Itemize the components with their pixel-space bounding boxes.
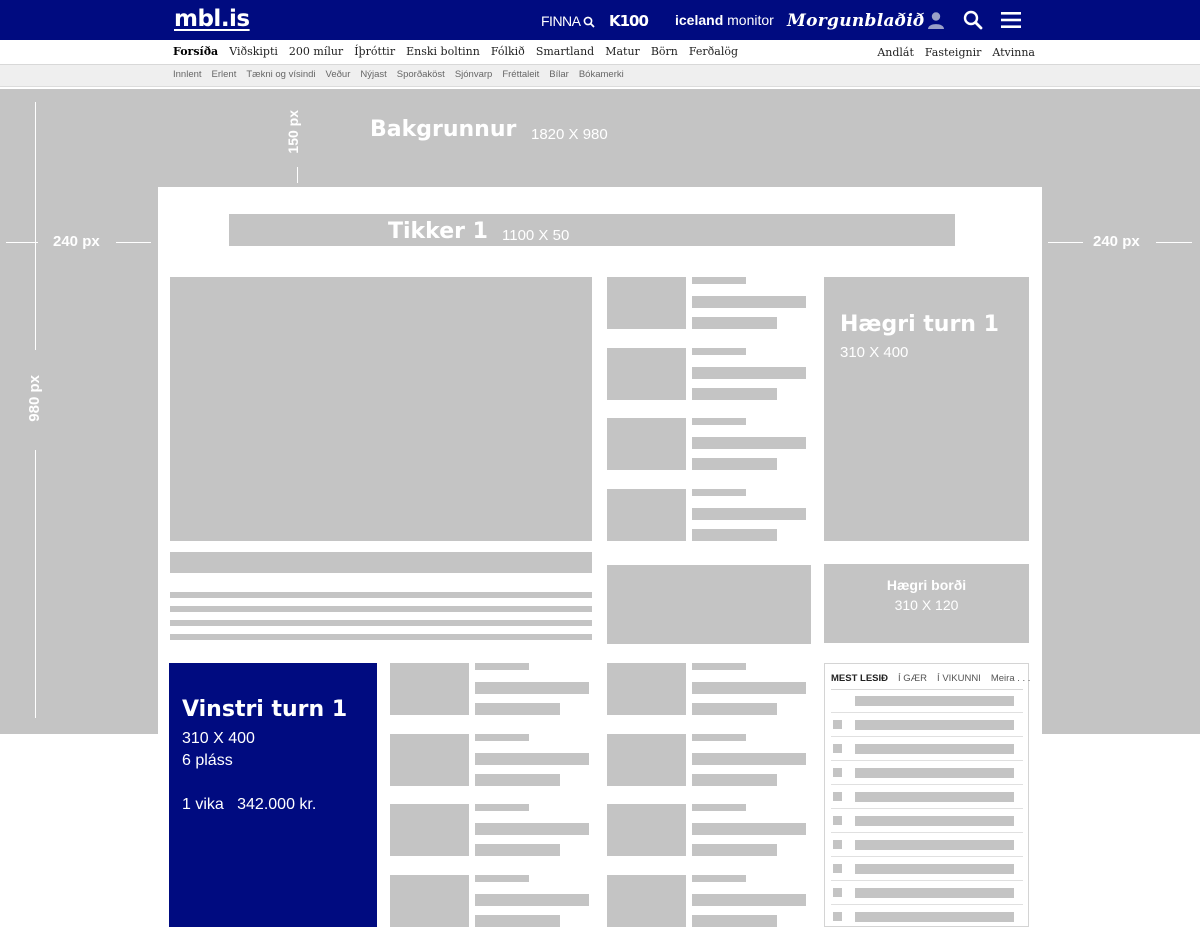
news-item-thumbnail[interactable] — [390, 804, 469, 856]
most-read-item-title — [855, 768, 1014, 778]
vinstri-turn-ad-slots: 6 pláss — [182, 752, 233, 769]
most-read-widget — [824, 663, 1029, 927]
monitor-label: monitor — [723, 12, 774, 28]
right-dimension-line-b — [1156, 242, 1192, 243]
most-read-item[interactable] — [831, 857, 1023, 881]
news-item-headline[interactable] — [692, 703, 777, 715]
subnav-item-nyjast[interactable]: Nýjast — [360, 69, 387, 80]
news-item-category — [692, 277, 746, 284]
nav-item-ithrottir[interactable]: Íþróttir — [354, 45, 396, 58]
subnav-item-bilar[interactable]: Bílar — [549, 69, 569, 80]
most-read-item-bullet — [833, 720, 842, 729]
tikker-ad[interactable] — [229, 214, 955, 246]
news-item-thumbnail[interactable] — [607, 418, 686, 470]
news-item-headline[interactable] — [692, 844, 777, 856]
vinstri-turn-ad[interactable] — [169, 663, 377, 927]
nav-item-200-milur[interactable]: 200 mílur — [288, 45, 344, 58]
main-story-text-line — [170, 606, 592, 612]
most-read-item-title — [855, 816, 1014, 826]
news-item-headline[interactable] — [692, 894, 806, 906]
user-icon[interactable] — [926, 10, 946, 30]
middle-banner-block[interactable] — [607, 565, 811, 644]
news-item-headline[interactable] — [475, 753, 589, 765]
vinstri-turn-ad-size: 310 X 400 — [182, 730, 255, 747]
most-read-item[interactable] — [831, 809, 1023, 833]
nav-item-enski-boltinn[interactable]: Enski boltinn — [406, 45, 480, 58]
finna-search-icon — [583, 15, 595, 31]
height-dimension-label: 980 px — [26, 375, 43, 422]
nav-item-andlat[interactable]: Andlát — [877, 46, 914, 59]
top-offset-label: 150 px — [285, 110, 301, 154]
news-item-headline[interactable] — [475, 703, 560, 715]
right-dimension-label: 240 px — [1093, 233, 1140, 250]
news-item-thumbnail[interactable] — [607, 663, 686, 715]
subnav-item-taekni[interactable]: Tækni og vísindi — [246, 69, 316, 80]
news-item-thumbnail[interactable] — [390, 875, 469, 927]
most-read-item-title — [855, 840, 1014, 850]
news-item-headline[interactable] — [692, 682, 806, 694]
news-item-headline[interactable] — [475, 823, 589, 835]
news-item-thumbnail[interactable] — [607, 277, 686, 329]
news-item-headline[interactable] — [475, 682, 589, 694]
left-dimension-line-a — [6, 242, 38, 243]
main-story-headline[interactable] — [170, 552, 592, 573]
subnav-item-bokamerki[interactable]: Bókamerki — [578, 69, 624, 80]
news-item-headline[interactable] — [692, 529, 777, 541]
sub-nav — [0, 65, 1200, 87]
hagri-bordi-ad-size: 310 X 120 — [894, 597, 959, 613]
morgunbladid-link[interactable]: Morgunblaðið — [787, 11, 925, 31]
news-item-headline[interactable] — [692, 317, 777, 329]
nav-item-vidskipti[interactable]: Viðskipti — [229, 45, 278, 58]
most-read-item-title — [855, 744, 1014, 754]
nav-item-ferdalog[interactable]: Ferðalög — [688, 45, 739, 58]
main-story-image[interactable] — [170, 277, 592, 541]
most-read-item[interactable] — [831, 737, 1023, 761]
hagri-turn-ad-size: 310 X 400 — [840, 344, 909, 361]
most-read-item-bullet — [833, 768, 842, 777]
tikker-ad-size: 1100 X 50 — [502, 227, 570, 244]
news-item-headline[interactable] — [692, 388, 777, 400]
background-ad-size: 1820 X 980 — [531, 126, 608, 143]
news-item-category — [475, 734, 529, 741]
news-item-category — [475, 663, 529, 670]
news-item-category — [692, 734, 746, 741]
finna-link[interactable] — [541, 13, 595, 31]
news-item-thumbnail[interactable] — [607, 804, 686, 856]
menu-icon[interactable] — [1000, 10, 1020, 30]
news-item-headline[interactable] — [475, 894, 589, 906]
subnav-item-innlent[interactable]: Innlent — [173, 69, 202, 80]
news-item-thumbnail[interactable] — [607, 734, 686, 786]
news-item-category — [692, 875, 746, 882]
vinstri-turn-ad-title: Vinstri turn 1 — [182, 697, 348, 722]
left-dimension-line-b — [116, 242, 151, 243]
nav-item-smartland[interactable]: Smartland — [535, 45, 595, 58]
news-item-headline[interactable] — [475, 774, 560, 786]
news-item-category — [692, 663, 746, 670]
most-read-tabs — [831, 673, 1040, 684]
most-read-item[interactable] — [831, 833, 1023, 857]
most-read-item-title — [855, 696, 1014, 706]
hagri-turn-ad-title: Hægri turn 1 — [840, 312, 999, 337]
news-item-headline[interactable] — [692, 774, 777, 786]
news-item-category — [692, 348, 746, 355]
news-item-headline[interactable] — [692, 367, 806, 379]
iceland-monitor-link[interactable] — [675, 12, 774, 28]
main-nav — [0, 40, 1200, 65]
tab-i-vikunni[interactable]: Í VIKUNNI — [937, 673, 981, 684]
iceland-label: iceland — [675, 12, 724, 28]
news-item-thumbnail[interactable] — [607, 489, 686, 541]
news-item-headline[interactable] — [475, 844, 560, 856]
most-read-item-bullet — [833, 792, 842, 801]
nav-item-born[interactable]: Börn — [650, 45, 678, 58]
news-item-category — [692, 489, 746, 496]
tab-meira[interactable]: Meira . . . — [990, 673, 1031, 684]
most-read-item-title — [855, 912, 1014, 922]
nav-item-fasteignir[interactable]: Fasteignir — [924, 46, 982, 59]
hagri-bordi-ad-title: Hægri borði — [886, 577, 967, 593]
most-read-item-bullet — [833, 744, 842, 753]
search-icon[interactable] — [963, 10, 983, 30]
most-read-item[interactable] — [831, 761, 1023, 785]
background-ad-title: Bakgrunnur — [370, 117, 517, 142]
most-read-item[interactable] — [831, 881, 1023, 905]
tikker-ad-title: Tikker 1 — [388, 219, 488, 244]
nav-item-folkid[interactable]: Fólkið — [490, 45, 525, 58]
subnav-item-sjonvarp[interactable]: Sjónvarp — [454, 69, 493, 80]
most-read-item[interactable] — [831, 785, 1023, 809]
vinstri-turn-ad-price: 1 vika 342.000 kr. — [182, 796, 317, 813]
most-read-item-bullet — [833, 888, 842, 897]
most-read-item-title — [855, 792, 1014, 802]
main-story-text-line — [170, 592, 592, 598]
tab-mest-lesid[interactable]: MEST LESIÐ — [831, 673, 889, 684]
main-nav-left — [173, 45, 738, 58]
news-item-headline[interactable] — [692, 296, 806, 308]
most-read-item-bullet — [833, 816, 842, 825]
news-item-headline[interactable] — [692, 458, 777, 470]
left-dimension-label: 240 px — [53, 233, 100, 250]
most-read-item-bullet — [833, 840, 842, 849]
most-read-item[interactable] — [831, 905, 1023, 927]
subnav-item-spordakost[interactable]: Sporðaköst — [396, 69, 445, 80]
height-dimension-line-a — [35, 102, 36, 350]
news-item-thumbnail[interactable] — [607, 875, 686, 927]
nav-item-atvinna[interactable]: Atvinna — [992, 46, 1035, 59]
main-story-text-line — [170, 620, 592, 626]
news-item-thumbnail[interactable] — [390, 734, 469, 786]
news-item-headline[interactable] — [475, 915, 560, 927]
subnav-item-erlent[interactable]: Erlent — [211, 69, 237, 80]
news-item-category — [692, 804, 746, 811]
news-item-thumbnail[interactable] — [607, 348, 686, 400]
top-offset-line — [297, 167, 298, 183]
top-bar — [0, 0, 1200, 40]
news-item-headline[interactable] — [692, 823, 806, 835]
most-read-item[interactable] — [831, 713, 1023, 737]
news-item-headline[interactable] — [692, 753, 806, 765]
top-offset-dimension — [285, 110, 311, 168]
finna-label: FINNA — [541, 13, 581, 29]
news-item-headline[interactable] — [692, 437, 806, 449]
subnav-item-vedur[interactable]: Veður — [325, 69, 351, 80]
most-read-item-title — [855, 720, 1014, 730]
news-item-thumbnail[interactable] — [390, 663, 469, 715]
nav-item-forsida[interactable]: Forsíða — [173, 45, 219, 58]
subnav-item-frettaleit[interactable]: Fréttaleit — [502, 69, 540, 80]
right-dimension-line-a — [1048, 242, 1083, 243]
k100-link[interactable]: K100 — [609, 12, 648, 30]
most-read-item[interactable] — [831, 689, 1023, 713]
news-item-category — [692, 418, 746, 425]
most-read-item-bullet — [833, 864, 842, 873]
news-item-category — [475, 804, 529, 811]
height-dimension-line-b — [35, 450, 36, 718]
news-item-headline[interactable] — [692, 915, 777, 927]
main-nav-right — [877, 46, 1035, 59]
tab-i-gaer[interactable]: Í GÆR — [898, 673, 928, 684]
main-story-text-line — [170, 634, 592, 640]
news-item-headline[interactable] — [692, 508, 806, 520]
news-item-category — [475, 875, 529, 882]
most-read-item-title — [855, 864, 1014, 874]
site-logo[interactable]: mbl.is — [174, 6, 250, 32]
most-read-item-title — [855, 888, 1014, 898]
nav-item-matur[interactable]: Matur — [605, 45, 640, 58]
most-read-item-bullet — [833, 912, 842, 921]
